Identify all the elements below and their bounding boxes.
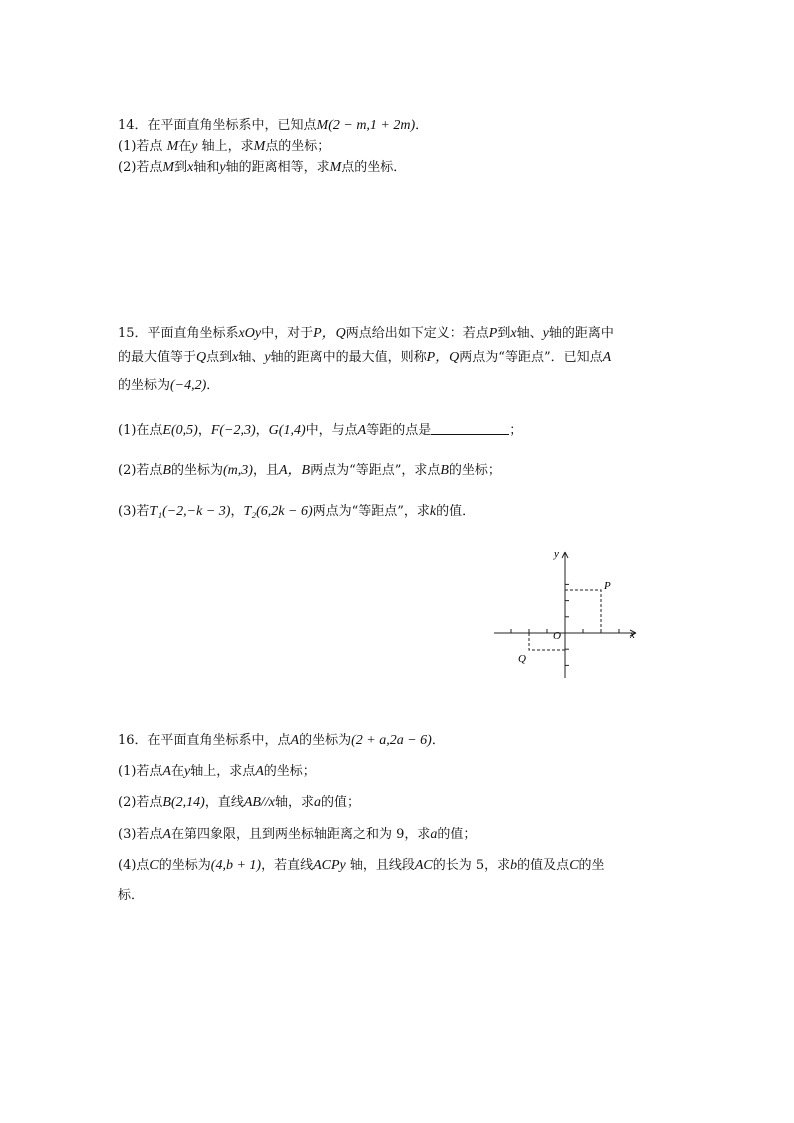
q15-part-2: (2)若点B的坐标为(m,3)，且A，B两点为“等距点”，求点B的坐标； [118, 463, 501, 478]
q16-part-2: (2)若点B(2,14)，直线AB//x轴，求a的值； [118, 795, 360, 810]
point-q-label: Q [518, 653, 526, 665]
q16-part-4: (4)点C的坐标为(4,b + 1)，若直线ACPy 轴，且线段AC的长为 5，求b的值及点C的坐 [118, 858, 605, 873]
q15-line-2: 的最大值等于Q点到x轴、y轴的距离中的最大值，则称P，Q两点为“等距点”．已知点A [118, 350, 612, 365]
q15-line-1: 15．平面直角坐标系xOy中，对于P，Q两点给出如下定义：若点P到x轴、y轴的距离中 [118, 326, 614, 341]
point-p-label: P [604, 580, 611, 592]
q15-part-3: (3)若T₁(−2,−k − 3)，T₂(6,2k − 6)两点为“等距点”，求k的值． [118, 504, 476, 519]
q14-part-1: (1)若点 M在y 轴上，求M点的坐标； [118, 139, 331, 154]
coordinate-figure [490, 544, 650, 684]
q15-line-3: 的坐标为(−4,2)． [118, 378, 220, 393]
x-axis-label: x [630, 629, 635, 641]
q16-stem: 16．在平面直角坐标系中，点A的坐标为(2 + a,2a − 6)． [118, 733, 445, 748]
origin-label: O [553, 630, 561, 642]
answer-blank[interactable] [431, 421, 509, 435]
q16-part-1: (1)若点A在y轴上，求点A的坐标； [118, 764, 316, 779]
q16-part-4-cont: 标． [118, 888, 145, 903]
y-axis-label: y [554, 548, 559, 560]
q14-part-2: (2)若点M到x轴和y轴的距离相等，求M点的坐标． [118, 160, 407, 175]
point-p-guides [565, 590, 601, 633]
q15-part-1: (1)在点E(0,5)，F(−2,3)，G(1,4)中，与点A等距的点是 ； [118, 423, 523, 438]
q16-part-3: (3)若点A在第四象限，且到两坐标轴距离之和为 9，求a的值； [118, 827, 477, 842]
q14-stem: 14．在平面直角坐标系中，已知点M(2 − m,1 + 2m)． [118, 118, 429, 133]
